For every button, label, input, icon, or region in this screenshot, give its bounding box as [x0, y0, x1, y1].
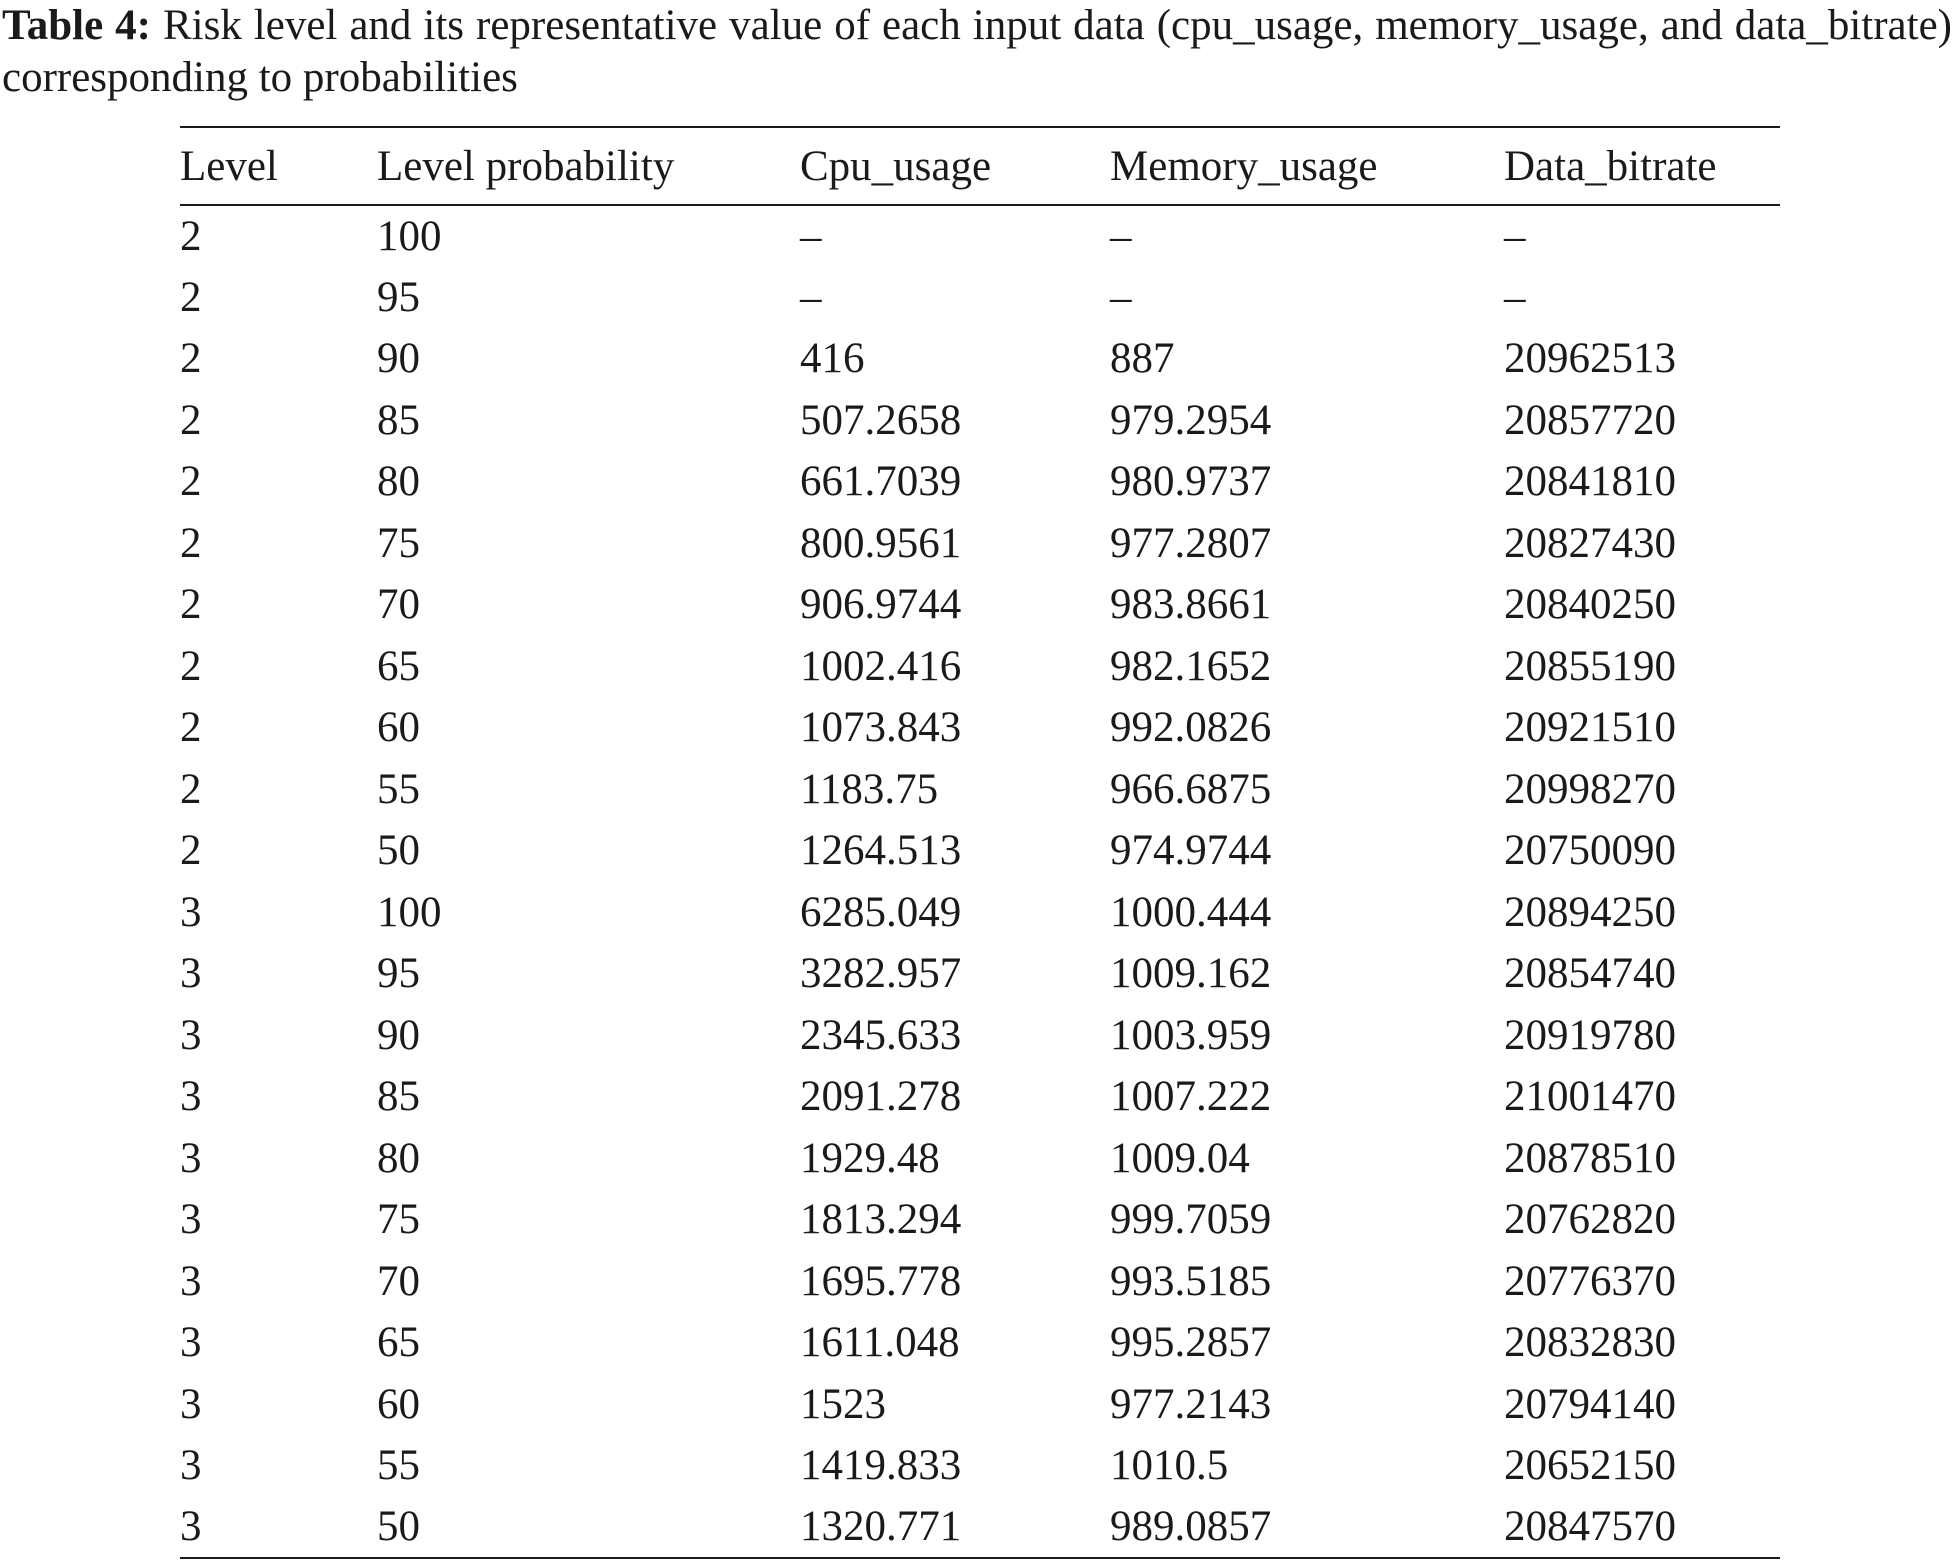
level-probability-cell: 80 [377, 458, 420, 506]
level-cell: 2 [180, 642, 202, 690]
data-bitrate-cell: 20854740 [1504, 950, 1676, 998]
memory-usage-cell: 887 [1110, 335, 1175, 383]
data-bitrate-cell: 20841810 [1504, 458, 1676, 506]
level-probability-cell: 50 [377, 827, 420, 875]
table-row [180, 1497, 1780, 1559]
data-bitrate-cell: 20776370 [1504, 1257, 1676, 1305]
caption-label: Table 4: [2, 2, 151, 49]
cpu-usage-cell: 2091.278 [800, 1073, 962, 1121]
level-probability-cell: 70 [377, 1257, 420, 1305]
level-cell: 3 [180, 1073, 202, 1121]
level-probability-cell: 100 [377, 212, 442, 260]
table-row [180, 513, 1780, 575]
table-row [180, 697, 1780, 759]
level-cell: 2 [180, 581, 202, 629]
level-probability-cell: 85 [377, 1073, 420, 1121]
data-bitrate-cell: 20847570 [1504, 1503, 1676, 1551]
cpu-usage-cell: 1419.833 [800, 1442, 962, 1490]
memory-usage-cell: 977.2807 [1110, 519, 1272, 567]
level-probability-cell: 75 [377, 1196, 420, 1244]
table-row [180, 636, 1780, 698]
cpu-usage-cell: 6285.049 [800, 888, 962, 936]
level-probability-cell: 55 [377, 765, 420, 813]
data-bitrate-cell: 20794140 [1504, 1380, 1676, 1428]
data-bitrate-header: Data_bitrate [1504, 142, 1717, 190]
memory-usage-cell: 966.6875 [1110, 765, 1272, 813]
data-bitrate-cell: – [1504, 273, 1526, 321]
memory-usage-cell: 1000.444 [1110, 888, 1272, 936]
table-row [180, 1374, 1780, 1436]
table-header-row [180, 127, 1780, 205]
data-bitrate-cell: – [1504, 212, 1526, 260]
cpu-usage-cell: 3282.957 [800, 950, 962, 998]
table-row [180, 390, 1780, 452]
cpu-usage-cell: 1523 [800, 1380, 886, 1428]
level-probability-cell: 80 [377, 1134, 420, 1182]
cpu-usage-cell: – [800, 212, 822, 260]
table-row [180, 328, 1780, 390]
table-row [180, 943, 1780, 1005]
level-cell: 2 [180, 704, 202, 752]
data-bitrate-cell: 20855190 [1504, 642, 1676, 690]
caption-text: Risk level and its representative value of each input data (cpu_usage, memory_usage, and data_bitrate) corresponding to probabilities [2, 2, 1952, 101]
data-bitrate-cell: 20878510 [1504, 1134, 1676, 1182]
level-cell: 2 [180, 335, 202, 383]
level-cell: 3 [180, 1442, 202, 1490]
memory-usage-cell: 1009.162 [1110, 950, 1272, 998]
memory-usage-cell: 1007.222 [1110, 1073, 1272, 1121]
cpu-usage-cell: 416 [800, 335, 865, 383]
cpu-usage-cell: 800.9561 [800, 519, 962, 567]
level-cell: 2 [180, 827, 202, 875]
cpu-usage-cell: 2345.633 [800, 1011, 962, 1059]
data-bitrate-cell: 20840250 [1504, 581, 1676, 629]
table-row [180, 1005, 1780, 1067]
memory-usage-cell: 979.2954 [1110, 396, 1272, 444]
level-cell: 3 [180, 888, 202, 936]
cpu-usage-cell: 1183.75 [800, 765, 939, 813]
level-header: Level [180, 142, 278, 190]
level-cell: 2 [180, 458, 202, 506]
level-cell: 3 [180, 1011, 202, 1059]
data-bitrate-cell: 20652150 [1504, 1442, 1676, 1490]
level-probability-cell: 65 [377, 1319, 420, 1367]
cpu-usage-cell: 1002.416 [800, 642, 962, 690]
memory-usage-cell: 989.0857 [1110, 1503, 1272, 1551]
level-cell: 2 [180, 273, 202, 321]
level-probability-cell: 65 [377, 642, 420, 690]
cpu-usage-cell: 1611.048 [800, 1319, 960, 1367]
table-row [180, 759, 1780, 821]
level-cell: 3 [180, 1319, 202, 1367]
table-row [180, 1251, 1780, 1313]
level-cell: 2 [180, 212, 202, 260]
table-row [180, 205, 1780, 267]
level-probability-cell: 60 [377, 1380, 420, 1428]
level-probability-cell: 95 [377, 273, 420, 321]
data-bitrate-cell: 20919780 [1504, 1011, 1676, 1059]
cpu-usage-cell: 1073.843 [800, 704, 962, 752]
table-row [180, 267, 1780, 329]
table-row [180, 574, 1780, 636]
memory-usage-cell: – [1110, 212, 1132, 260]
memory-usage-header: Memory_usage [1110, 142, 1378, 190]
level-cell: 3 [180, 950, 202, 998]
table-row [180, 1435, 1780, 1497]
level-cell: 2 [180, 396, 202, 444]
memory-usage-cell: 995.2857 [1110, 1319, 1272, 1367]
level-probability-cell: 70 [377, 581, 420, 629]
memory-usage-cell: 977.2143 [1110, 1380, 1272, 1428]
memory-usage-cell: 980.9737 [1110, 458, 1272, 506]
level-probability-cell: 95 [377, 950, 420, 998]
table-row [180, 1066, 1780, 1128]
cpu-usage-cell: 1264.513 [800, 827, 962, 875]
level-probability-cell: 90 [377, 1011, 420, 1059]
data-bitrate-cell: 21001470 [1504, 1073, 1676, 1121]
data-bitrate-cell: 20921510 [1504, 704, 1676, 752]
memory-usage-cell: – [1110, 273, 1132, 321]
level-probability-cell: 90 [377, 335, 420, 383]
cpu-usage-cell: – [800, 273, 822, 321]
data-bitrate-cell: 20832830 [1504, 1319, 1676, 1367]
risk-level-table [180, 126, 1780, 1559]
data-bitrate-cell: 20750090 [1504, 827, 1676, 875]
data-bitrate-cell: 20857720 [1504, 396, 1676, 444]
cpu-usage-cell: 1929.48 [800, 1134, 940, 1182]
data-bitrate-cell: 20827430 [1504, 519, 1676, 567]
level-probability-cell: 100 [377, 888, 442, 936]
table-row [180, 820, 1780, 882]
memory-usage-cell: 1009.04 [1110, 1134, 1250, 1182]
cpu-usage-cell: 1695.778 [800, 1257, 962, 1305]
cpu-usage-cell: 1320.771 [800, 1503, 962, 1551]
cpu-usage-cell: 507.2658 [800, 396, 962, 444]
table-row [180, 1128, 1780, 1190]
memory-usage-cell: 974.9744 [1110, 827, 1272, 875]
level-probability-cell: 85 [377, 396, 420, 444]
table-row [180, 451, 1780, 513]
table-row [180, 1312, 1780, 1374]
cpu-usage-cell: 1813.294 [800, 1196, 962, 1244]
level-cell: 3 [180, 1503, 202, 1551]
level-probability-cell: 50 [377, 1503, 420, 1551]
table-caption [2, 0, 1952, 104]
cpu-usage-header: Cpu_usage [800, 142, 992, 190]
memory-usage-cell: 999.7059 [1110, 1196, 1272, 1244]
data-bitrate-cell: 20962513 [1504, 335, 1676, 383]
memory-usage-cell: 1003.959 [1110, 1011, 1272, 1059]
data-table-container [180, 126, 1780, 1559]
table-row [180, 882, 1780, 944]
level-probability-cell: 55 [377, 1442, 420, 1490]
memory-usage-cell: 992.0826 [1110, 704, 1272, 752]
memory-usage-cell: 982.1652 [1110, 642, 1272, 690]
table-row [180, 1189, 1780, 1251]
level-cell: 3 [180, 1257, 202, 1305]
cpu-usage-cell: 906.9744 [800, 581, 962, 629]
level-cell: 2 [180, 519, 202, 567]
table-body [180, 205, 1780, 1558]
memory-usage-cell: 993.5185 [1110, 1257, 1272, 1305]
data-bitrate-cell: 20894250 [1504, 888, 1676, 936]
cpu-usage-cell: 661.7039 [800, 458, 962, 506]
level-probability-header: Level probability [377, 142, 675, 190]
memory-usage-cell: 983.8661 [1110, 581, 1272, 629]
level-cell: 2 [180, 765, 202, 813]
level-probability-cell: 75 [377, 519, 420, 567]
data-bitrate-cell: 20762820 [1504, 1196, 1676, 1244]
level-probability-cell: 60 [377, 704, 420, 752]
level-cell: 3 [180, 1196, 202, 1244]
level-cell: 3 [180, 1134, 202, 1182]
data-bitrate-cell: 20998270 [1504, 765, 1676, 813]
memory-usage-cell: 1010.5 [1110, 1442, 1229, 1490]
level-cell: 3 [180, 1380, 202, 1428]
